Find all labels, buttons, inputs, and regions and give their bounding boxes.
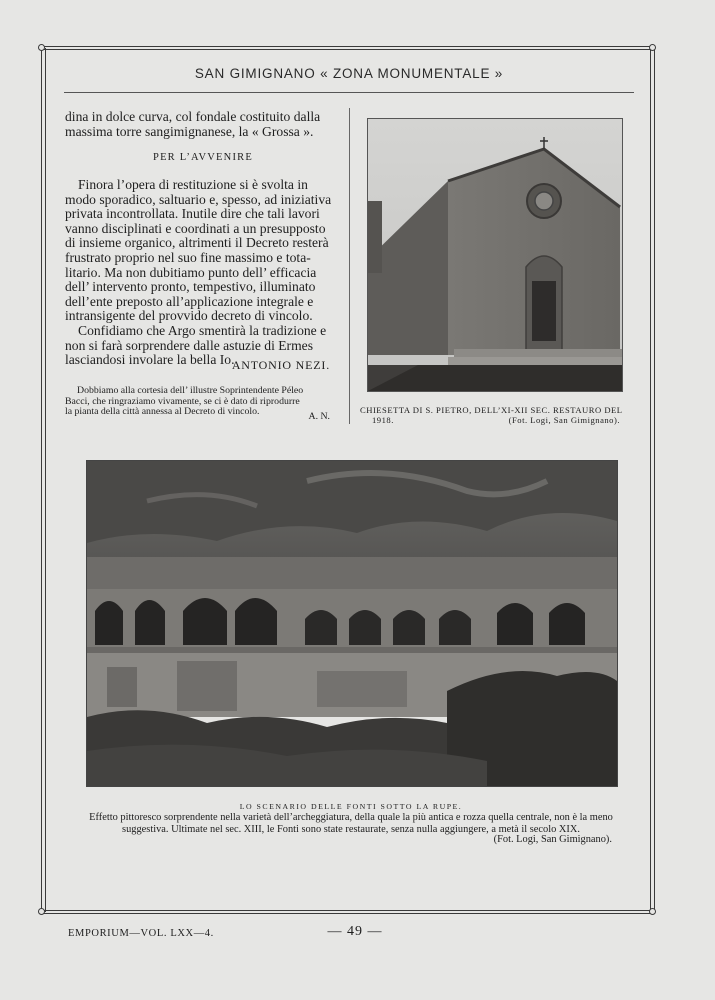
fonti-caption-title: LO SCENARIO DELLE FONTI SOTTO LA RUPE.: [239, 802, 463, 811]
text-line: dina in dolce curva, col fondale costituito dalla: [65, 109, 321, 124]
fonti-photo: [86, 460, 618, 787]
church-photo: [367, 118, 623, 392]
header-rule: [64, 92, 634, 93]
footnote-line: Bacci, che ringraziamo vivamente, se ci è dato di riprodurre: [65, 395, 300, 407]
running-header: SAN GIMIGNANO « ZONA MONUMENTALE »: [194, 66, 504, 81]
frame-corner-ornament: [38, 908, 45, 915]
frame-left-line: [41, 48, 42, 912]
church-illustration: [368, 119, 622, 391]
caption-year: 1918.: [372, 415, 394, 425]
frame-right-line-inner: [654, 48, 655, 912]
text-line: di insieme organico, altrimenti il Decreto resterà: [65, 235, 329, 251]
text-line: Finora l’opera di restituzione si è svolta in: [78, 177, 308, 192]
text-line: non si farà sorprendere dalle astuzie di Ermes: [65, 337, 313, 353]
frame-top-line-inner: [44, 49, 654, 50]
frame-corner-ornament: [649, 908, 656, 915]
text-line: dell’ intervento pronto, tempestivo, illuminato: [65, 279, 316, 295]
frame-corner-ornament: [38, 44, 45, 51]
text-line: modo sporadico, saltuario e, spesso, ad iniziativa: [65, 191, 332, 207]
footnote-line: Dobbiamo alla cortesia dell’ illustre Soprintendente Péleo: [77, 385, 304, 396]
frame-left-line-inner: [45, 48, 46, 912]
text-line: litario. Ma non dubitiamo punto dell’ efficacia: [65, 264, 317, 280]
photo-credit: (Fot. Logi, San Gimignano).: [508, 415, 620, 425]
caption-line: [360, 415, 630, 425]
footnote-line: la pianta della città annessa al Decreto di vincolo.: [65, 406, 260, 418]
caption-line: CHIESETTA DI S. PIETRO, DELL’XI-XII SEC. RESTAURO DEL: [360, 405, 623, 415]
text-line: frustrato proprio nel suo fine massimo e tota-: [65, 249, 311, 265]
text-line: lasciandosi involare la bella Io.: [65, 352, 235, 368]
section-heading: PER L’AVVENIRE: [153, 152, 253, 163]
frame-bottom-line-inner: [44, 913, 654, 914]
text-line: massima torre sangimignanese, la « Grossa ».: [65, 123, 314, 139]
page-number: — 49 —: [327, 924, 383, 939]
frame-top-line: [44, 46, 654, 47]
text-line: Confidiamo che Argo smentirà la tradizione e: [78, 323, 327, 338]
frame-corner-ornament: [649, 44, 656, 51]
fonti-caption: [66, 812, 636, 835]
text-line: vanno disciplinati e coordinati a un presupposto: [65, 220, 326, 236]
column-divider: [349, 108, 350, 424]
author-signature: ANTONIO NEZI.: [231, 358, 330, 372]
text-line: privata incontrollata. Inutile dire che tali lavori: [65, 206, 320, 222]
journal-footer: EMPORIUM—VOL. LXX—4.: [68, 928, 214, 939]
fonti-illustration: [87, 461, 617, 786]
photo-credit: (Fot. Logi, San Gimignano).: [493, 834, 612, 845]
article-top-lines: [65, 110, 341, 139]
caption-line: suggestiva. Ultimate nel sec. XIII, le Fonti sono state restaurate, senza nulla aggiungere, a metà il secolo XIX.: [122, 823, 580, 835]
frame-right-line: [650, 48, 651, 912]
text-line: intransigente del provvido decreto di vincolo.: [65, 308, 313, 324]
church-caption: [360, 405, 630, 425]
frame-bottom-line: [44, 910, 654, 911]
caption-line: Effetto pittoresco sorprendente nella varietà dell’archeggiatura, della quale la più antica e rozza quella centrale, non è la meno: [89, 812, 613, 823]
footnote-signature: A. N.: [308, 411, 330, 422]
text-line: dell’ente preposto all’applicazione integrale e: [65, 293, 314, 309]
article-paragraph-1: [65, 178, 341, 324]
